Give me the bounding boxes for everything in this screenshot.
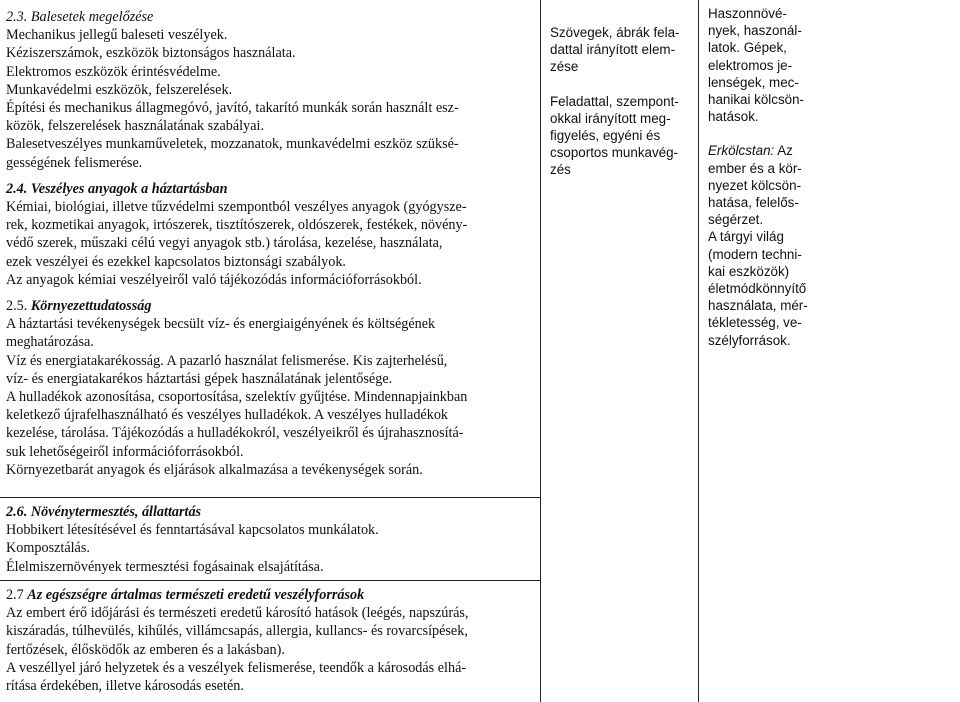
sections-2-3-to-2-5 [6,8,540,479]
section-2-5-number: 2.5. [6,298,28,315]
connections-line: ember és a kör- [708,160,802,176]
row-divider-1 [0,497,541,498]
section-2-5-line: kezelése, tárolása. Tájékozódás a hulladékokról, veszélyeikről és újrahasznosítá- [6,425,464,442]
section-2-3-line: Kéziszerszámok, eszközök biztonságos használata. [6,45,296,62]
connections-line: használata, mér- [708,298,808,314]
connections-line: nyek, haszonál- [708,23,802,39]
ethics-first-word: Az [774,143,793,159]
section-2-3-line: Elektromos eszközök érintésvédelme. [6,63,221,80]
section-2-5-title: Környezettudatosság [30,298,152,315]
connections-line: életmódkönnyítő [708,281,807,297]
section-2-5-line: Víz és energiatakarékosság. A pazarló használat felismerése. Kis zajterhelésű, [6,352,448,369]
section-2-6-line: Élelmiszernövények termesztési fogásainak elsajátítása. [6,558,324,575]
section-2-3-line: közök, felszerelések használatának szabályai. [6,118,265,135]
section-2-3-line: Balesetveszélyes munkaműveletek, mozzanatok, munkavédelmi eszköz szüksé- [6,136,459,153]
section-2-4-line: védő szerek, műszaki célú vegyi anyagok stb.) tárolása, kezelése, használata, [6,235,443,252]
methods-line: zése [550,59,579,75]
methods-line: Feladattal, szempont- [550,93,679,109]
section-2-5-heading [6,297,540,315]
section-2-5-line: suk lehetőségeiről információforrásokból. [6,443,244,460]
section-2-6 [6,503,540,576]
section-2-4-line: ezek veszélyei és ezekkel kapcsolatos biztonsági szabályok. [6,253,346,270]
methods-line: zés [550,162,571,178]
connections-line: tékletesség, ve- [708,315,802,331]
section-2-7-line: fertőzések, élősködők az emberen és a lakásban). [6,641,285,658]
section-2-3-line: Építési és mechanikus állagmegóvó, javító, takarító munkák során használt esz- [6,100,459,117]
section-2-4-line: rek, kozmetikai anyagok, irtószerek, tisztítószerek, oldószerek, festékek, növény- [6,217,468,234]
section-2-7-line: A veszéllyel járó helyzetek és a veszélyek felismerése, teendők a károsodás elhá- [6,659,467,676]
section-2-7-line: rítása érdekében, illetve károsodás esetén. [6,678,244,695]
column-divider-2 [540,0,541,702]
connections-line: lenségek, mec- [708,74,799,90]
connections-line: hanikai kölcsön- [708,92,805,108]
section-2-4-line: Az anyagok kémiai veszélyeiről való tájékozódás információforrásokból. [6,271,422,288]
section-2-7-title: Az egészségre ártalmas természeti eredetű veszélyforrások [27,587,365,603]
connections-line: kai eszközök) [708,263,790,279]
section-2-5-line: keletkező újrafelhasználható és veszélyes hulladékok. A veszélyes hulladékok [6,407,449,424]
methods-line: okkal irányított meg- [550,110,671,126]
row-divider-2 [0,580,541,581]
connections-column [708,5,823,349]
methods-line: dattal irányított elem- [550,42,676,58]
section-2-5-line: Környezetbarát anyagok és eljárások alkalmazása a tevékenységek során. [6,461,423,478]
section-2-4-heading: 2.4. Veszélyes anyagok a háztartásban [6,180,228,197]
section-2-7 [6,586,540,695]
ethics-heading-line [708,142,823,159]
column-divider-3 [698,0,699,702]
section-2-3-line: Munkavédelmi eszközök, felszerelések. [6,81,233,98]
methods-line: Szövegek, ábrák fela- [550,25,680,40]
section-2-5-line: víz- és energiatakarékos háztartási gépek használatának jelentősége. [6,370,393,387]
connections-line: hatások. [708,109,759,125]
methods-line: csoportos munkavég- [550,145,679,161]
ethics-label: Erkölcstan: [708,143,775,159]
connections-line: nyezet kölcsön- [708,177,802,193]
section-2-4-line: Kémiai, biológiai, illetve tűzvédelmi szempontból veszélyes anyagok (gyógysze- [6,199,467,216]
section-2-7-line: kiszáradás, túlhevülés, kihűlés, villámcsapás, allergia, kullancs- és rovarcsípések, [6,623,468,640]
methods-column [550,24,688,179]
section-2-3-line: Mechanikus jellegű baleseti veszélyek. [6,27,228,44]
section-2-3-line: gességének felismerése. [6,154,143,171]
connections-line: elektromos je- [708,57,793,73]
methods-line: figyelés, egyéni és [550,128,661,144]
connections-line: hatása, felelős- [708,195,799,211]
section-2-6-heading: 2.6. Növénytermesztés, állattartás [6,504,202,520]
section-2-7-number: 2.7 [6,587,24,603]
connections-line: A tárgyi világ [708,229,784,245]
connections-line: (modern techni- [708,246,802,262]
section-2-7-heading [6,586,540,604]
connections-line: szélyforrások. [708,332,791,348]
connections-line: Haszonnövé- [708,6,787,21]
section-2-6-line: Komposztálás. [6,540,90,557]
connections-line: latok. Gépek, [708,40,787,56]
section-2-5-line: A hulladékok azonosítása, csoportosítása, szelektív gyűjtése. Mindennapjainkban [6,389,468,406]
section-2-5-line: meghatározása. [6,334,94,351]
connections-line: ségérzet. [708,212,764,228]
section-2-7-line: Az embert érő időjárási és természeti eredetű károsító hatások (leégés, napszúrás, [6,605,469,622]
section-2-3-heading: 2.3. Balesetek megelőzése [6,9,154,25]
section-2-6-line: Hobbikert létesítésével és fenntartásával kapcsolatos munkálatok. [6,522,379,539]
section-2-5-line: A háztartási tevékenységek becsült víz- és energiaigényének és költségének [6,316,436,333]
